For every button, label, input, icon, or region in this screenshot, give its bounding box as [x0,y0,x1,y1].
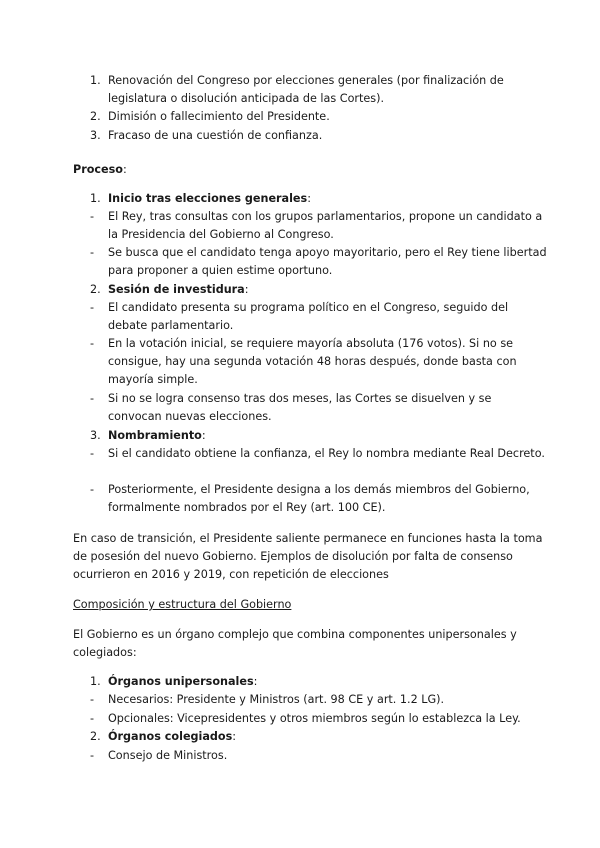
transition-paragraph: En caso de transición, el Presidente saliente permanece en funciones hasta la toma de posesión del nuevo Gobierno. Ejemplos de disolución por falta de consenso ocurrieron en 2016 y 2019, con repetición de elecciones [73,532,543,581]
list-number: 2. [90,730,101,743]
bullet-dash: - [90,693,95,706]
list-item: Se busca que el candidato tenga apoyo mayoritario, pero el Rey tiene libertad para proponer a quien estime oportuno. [108,246,547,277]
list-item: Fracaso de una cuestión de confianza. [108,129,323,142]
list-item: Renovación del Congreso por elecciones generales (por finalización de legislatura o disolución anticipada de las Cortes). [108,74,504,105]
list-number: 1. [90,192,101,205]
list-item: Si no se logra consenso tras dos meses, las Cortes se disuelven y se convocan nuevas elecciones. [108,392,492,423]
list-item: Dimisión o fallecimiento del Presidente. [108,110,330,123]
section-heading-proceso: Proceso: [73,163,127,176]
bullet-dash: - [90,447,95,460]
list-number: 1. [90,74,101,87]
list-item: Opcionales: Vicepresidentes y otros miembros según lo establezca la Ley. [108,712,521,725]
section-heading-composicion: Composición y estructura del Gobierno [73,598,292,611]
intro-paragraph: El Gobierno es un órgano complejo que combina componentes unipersonales y colegiados: [73,628,517,659]
list-number: 3. [90,429,101,442]
step-title: Inicio tras elecciones generales: [108,192,311,205]
list-item: Necesarios: Presidente y Ministros (art. 98 CE y art. 1.2 LG). [108,693,445,706]
list-item: Posteriormente, el Presidente designa a los demás miembros del Gobierno, formalmente nombrados por el Rey (art. 100 CE). [108,483,530,514]
bullet-dash: - [90,749,95,762]
bullet-dash: - [90,337,95,350]
list-number: 1. [90,675,101,688]
list-item: El candidato presenta su programa político en el Congreso, seguido del debate parlamentario. [108,301,509,332]
list-number: 3. [90,129,101,142]
bullet-dash: - [90,392,95,405]
bullet-dash: - [90,301,95,314]
bullet-dash: - [90,246,95,259]
step-title: Órganos colegiados: [108,730,237,743]
bullet-dash: - [90,712,95,725]
step-title: Órganos unipersonales: [108,675,258,688]
bullet-dash: - [90,483,95,496]
list-item: El Rey, tras consultas con los grupos parlamentarios, propone un candidato a la Presidencia del Gobierno al Congreso. [108,210,543,241]
step-title: Nombramiento: [108,429,206,442]
list-number: 2. [90,110,101,123]
list-number: 2. [90,283,101,296]
list-item: Consejo de Ministros. [108,749,228,762]
bullet-dash: - [90,210,95,223]
list-item: En la votación inicial, se requiere mayoría absoluta (176 votos). Si no se consigue, hay una segunda votación 48 horas después, donde basta con mayoría simple. [108,337,517,386]
list-item: Si el candidato obtiene la confianza, el Rey lo nombra mediante Real Decreto. [108,447,545,460]
step-title: Sesión de investidura: [108,283,249,296]
